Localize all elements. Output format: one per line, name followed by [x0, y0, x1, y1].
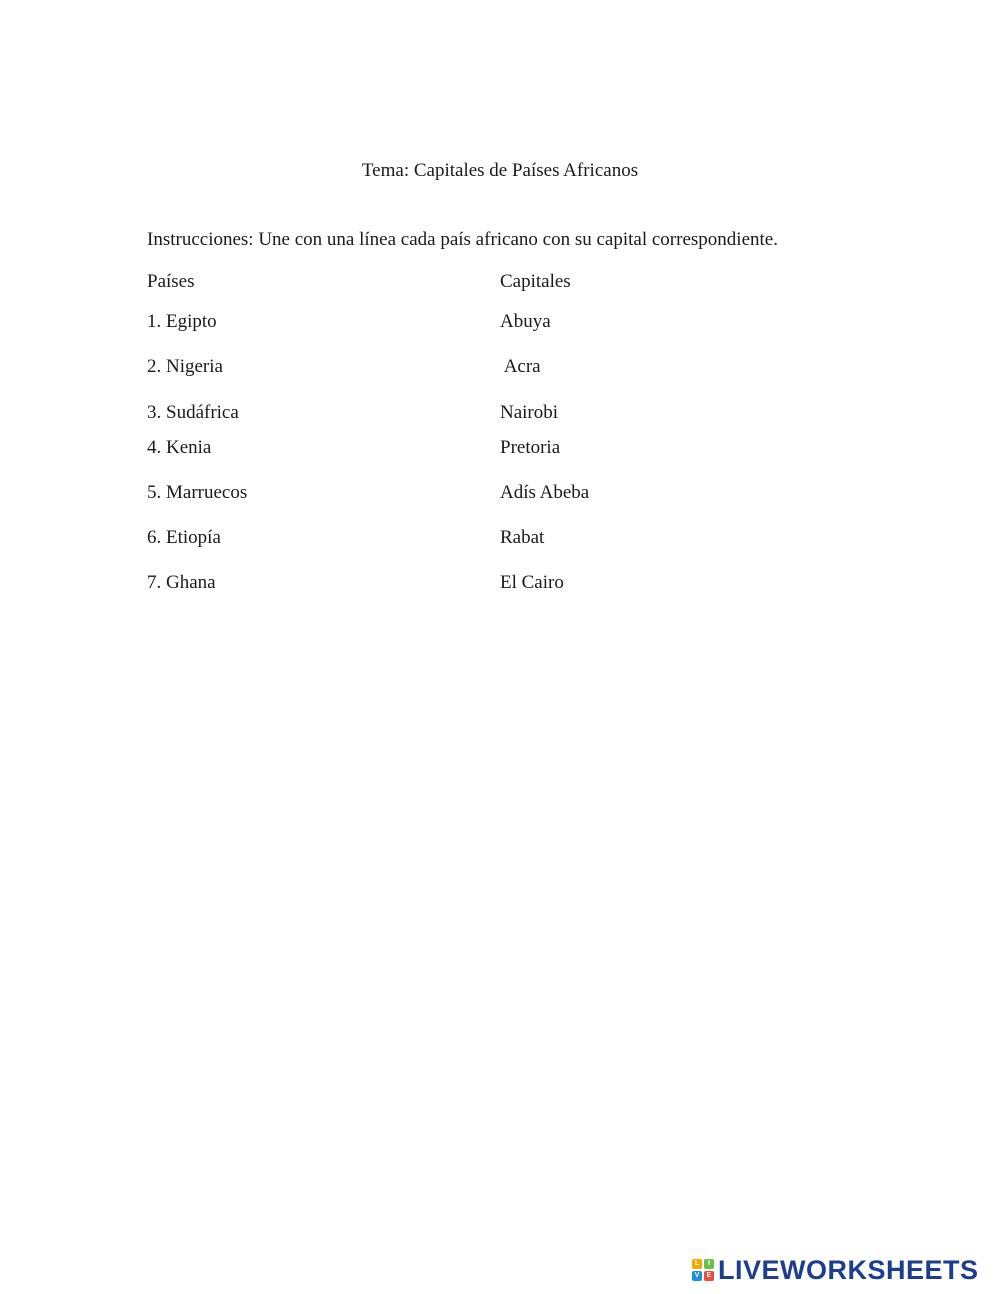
capital-item: Acra [500, 356, 541, 377]
country-item: 6. Etiopía [147, 527, 221, 548]
capital-item: Nairobi [500, 402, 559, 423]
country-item: 5. Marruecos [147, 482, 248, 503]
country-item: 2. Nigeria [147, 356, 223, 377]
liveworksheets-mark-icon: L I V E [692, 1259, 714, 1281]
country-item: 7. Ghana [147, 572, 216, 593]
country-item: 3. Sudáfrica [147, 402, 239, 423]
worksheet-title: Tema: Capitales de Países Africanos [361, 160, 639, 181]
capital-item: Rabat [500, 527, 545, 548]
capitals-column-header: Capitales [500, 271, 571, 292]
country-item: 1. Egipto [147, 311, 217, 332]
liveworksheets-logo [692, 1255, 979, 1285]
capital-item: Adís Abeba [500, 482, 590, 503]
capital-item: Pretoria [500, 437, 561, 458]
liveworksheets-logo-text: LIVEWORKSHEETS [718, 1254, 979, 1285]
country-item: 4. Kenia [147, 437, 212, 458]
instructions-text: Instrucciones: Une con una línea cada país africano con su capital correspondiente. [147, 229, 778, 250]
capital-item: Abuya [500, 311, 551, 332]
countries-column-header: Países [147, 271, 195, 292]
capital-item: El Cairo [500, 572, 564, 593]
